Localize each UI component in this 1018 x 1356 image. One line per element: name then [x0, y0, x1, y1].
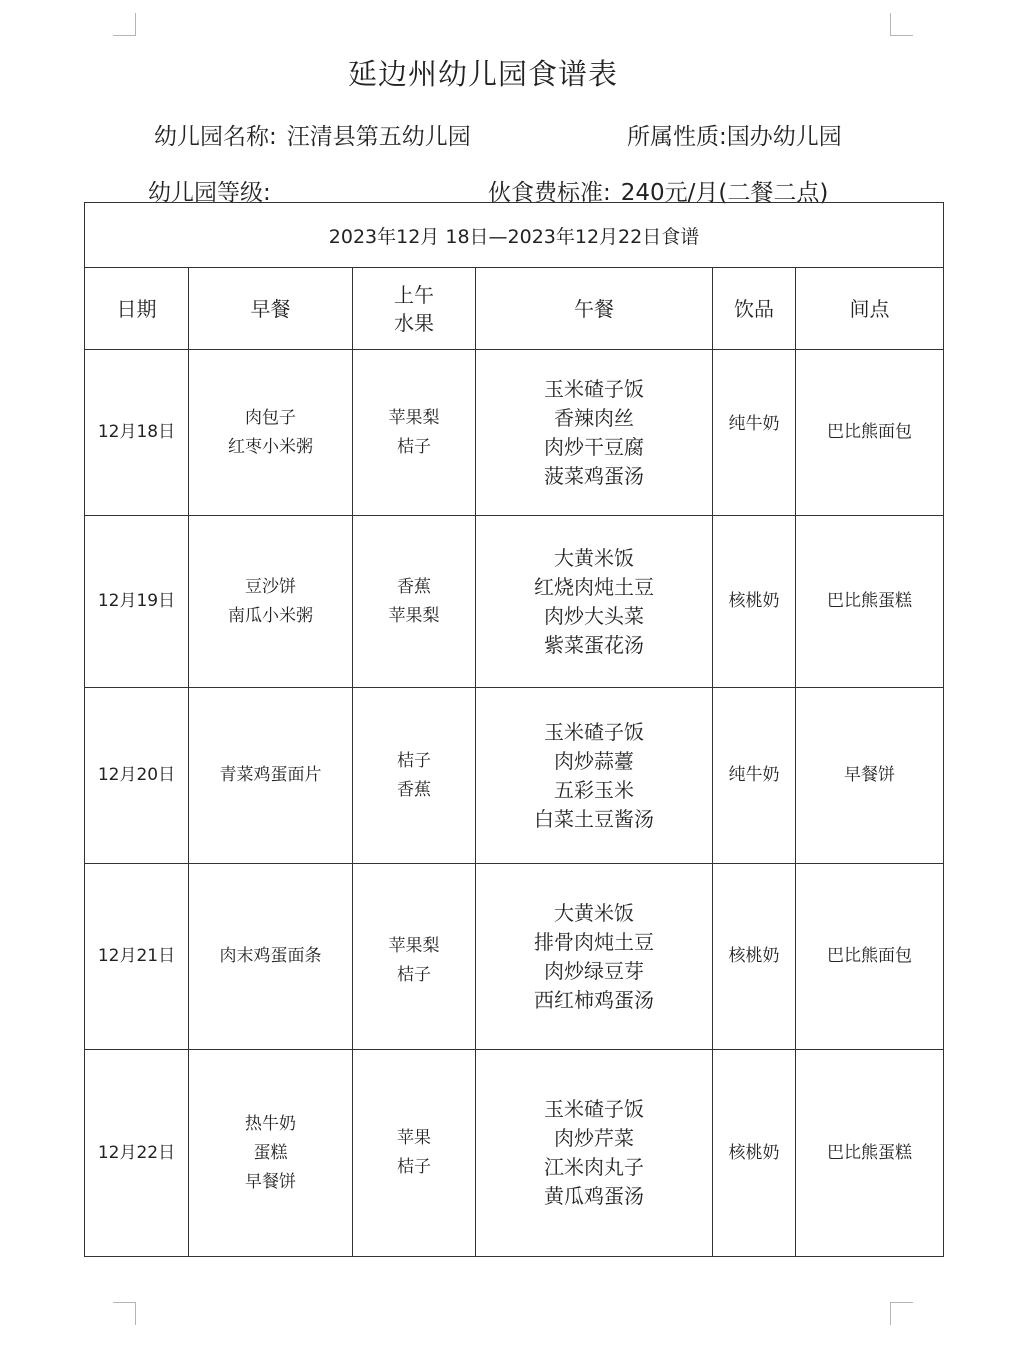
row-fruit — [353, 350, 476, 516]
ownership-label: 所属性质: — [627, 124, 727, 150]
kindergarten-name-value: 汪清县第五幼儿园 — [286, 124, 471, 150]
row-snack: 巴比熊蛋糕 — [796, 516, 944, 688]
lunch-item: 黄瓜鸡蛋汤 — [544, 1184, 644, 1208]
row-snack: 巴比熊蛋糕 — [796, 1050, 944, 1257]
lunch-item: 五彩玉米 — [554, 777, 634, 802]
crop-mark-top-left — [113, 13, 136, 36]
header-drink: 饮品 — [713, 268, 796, 350]
row-breakfast — [189, 688, 353, 864]
lunch-item: 菠菜鸡蛋汤 — [544, 463, 644, 488]
fruit-item: 桔子 — [397, 1157, 431, 1177]
row-snack: 巴比熊面包 — [796, 350, 944, 516]
lunch-item: 肉炒芹菜 — [554, 1126, 634, 1150]
breakfast-item: 肉包子 — [245, 407, 296, 428]
row-fruit — [353, 516, 476, 688]
table-row — [85, 350, 944, 516]
crop-mark-bottom-right — [890, 1302, 913, 1325]
kindergarten-name-label: 幼儿园名称: — [154, 124, 277, 150]
breakfast-item: 肉末鸡蛋面条 — [219, 946, 322, 966]
date-range-row — [85, 203, 944, 268]
lunch-item: 红烧肉炖土豆 — [534, 574, 654, 599]
breakfast-item: 南瓜小米粥 — [228, 605, 313, 626]
row-lunch — [476, 350, 713, 516]
row-lunch — [476, 516, 713, 688]
crop-mark-bottom-left — [113, 1302, 136, 1325]
lunch-item: 大黄米饭 — [554, 900, 634, 925]
fruit-item: 苹果梨 — [388, 936, 440, 956]
row-lunch — [476, 1050, 713, 1257]
date-range: 2023年12月 18日—2023年12月22日食谱 — [85, 203, 944, 268]
header-lunch: 午餐 — [476, 268, 713, 350]
kindergarten-name-field — [154, 118, 471, 151]
row-drink: 纯牛奶 — [713, 350, 796, 516]
breakfast-item: 蛋糕 — [253, 1142, 288, 1163]
fruit-item: 香蕉 — [397, 576, 431, 597]
row-snack: 巴比熊面包 — [796, 864, 944, 1050]
row-date: 12月20日 — [85, 688, 189, 864]
ownership-field — [627, 118, 842, 151]
breakfast-item: 早餐饼 — [245, 1171, 296, 1192]
table-row — [85, 864, 944, 1050]
page-title: 延边州幼儿园食谱表 — [347, 57, 618, 91]
fruit-item: 桔子 — [397, 436, 431, 457]
lunch-item: 肉炒绿豆芽 — [544, 958, 644, 983]
lunch-item: 大黄米饭 — [554, 545, 634, 570]
row-snack: 早餐饼 — [796, 688, 944, 864]
lunch-item: 肉炒干豆腐 — [544, 434, 644, 459]
lunch-item: 排骨肉炖土豆 — [534, 929, 654, 954]
row-date: 12月21日 — [85, 864, 189, 1050]
fruit-item: 苹果 — [397, 1128, 431, 1148]
row-breakfast — [189, 1050, 353, 1257]
row-lunch — [476, 864, 713, 1050]
header-fruit — [353, 268, 476, 350]
row-date: 12月18日 — [85, 350, 189, 516]
lunch-item: 玉米碴子饭 — [544, 1097, 644, 1121]
lunch-item: 西红柿鸡蛋汤 — [534, 987, 654, 1012]
meal-fee-value: 240元/月(二餐二点) — [620, 180, 829, 206]
row-date: 12月19日 — [85, 516, 189, 688]
grade-label: 幼儿园等级: — [148, 180, 271, 206]
header-date: 日期 — [85, 268, 189, 350]
row-fruit — [353, 688, 476, 864]
fruit-item: 桔子 — [397, 750, 431, 771]
lunch-item: 玉米碴子饭 — [544, 376, 644, 401]
lunch-item: 玉米碴子饭 — [544, 719, 644, 744]
row-drink: 纯牛奶 — [713, 688, 796, 864]
breakfast-item: 热牛奶 — [245, 1113, 296, 1134]
header-fruit-line2: 水果 — [394, 310, 434, 335]
menu-table — [84, 202, 944, 1257]
header-breakfast: 早餐 — [189, 268, 353, 350]
lunch-item: 香辣肉丝 — [554, 405, 634, 430]
row-drink: 核桃奶 — [713, 864, 796, 1050]
table-row — [85, 1050, 944, 1257]
row-drink: 核桃奶 — [713, 516, 796, 688]
crop-mark-top-right — [890, 13, 913, 36]
meal-fee-label: 伙食费标准: — [488, 180, 611, 206]
lunch-item: 白菜土豆酱汤 — [534, 806, 654, 831]
lunch-item: 肉炒蒜薹 — [554, 748, 634, 773]
fruit-item: 苹果梨 — [388, 605, 440, 626]
row-fruit — [353, 1050, 476, 1257]
row-lunch — [476, 688, 713, 864]
breakfast-item: 红枣小米粥 — [228, 436, 313, 457]
row-date: 12月22日 — [85, 1050, 189, 1257]
row-breakfast — [189, 516, 353, 688]
fruit-item: 香蕉 — [397, 779, 431, 800]
table-row — [85, 516, 944, 688]
row-fruit — [353, 864, 476, 1050]
lunch-item: 肉炒大头菜 — [544, 603, 644, 628]
row-drink: 核桃奶 — [713, 1050, 796, 1257]
ownership-value: 国办幼儿园 — [726, 124, 842, 150]
fruit-item: 苹果梨 — [388, 407, 440, 428]
lunch-item: 紫菜蛋花汤 — [544, 632, 644, 657]
row-breakfast — [189, 350, 353, 516]
table-row — [85, 688, 944, 864]
header-snack: 间点 — [796, 268, 944, 350]
header-row — [85, 268, 944, 350]
row-breakfast — [189, 864, 353, 1050]
lunch-item: 江米肉丸子 — [544, 1155, 644, 1179]
breakfast-item: 青菜鸡蛋面片 — [219, 765, 322, 785]
header-fruit-line1: 上午 — [394, 282, 434, 307]
breakfast-item: 豆沙饼 — [245, 576, 296, 597]
fruit-item: 桔子 — [397, 965, 431, 985]
